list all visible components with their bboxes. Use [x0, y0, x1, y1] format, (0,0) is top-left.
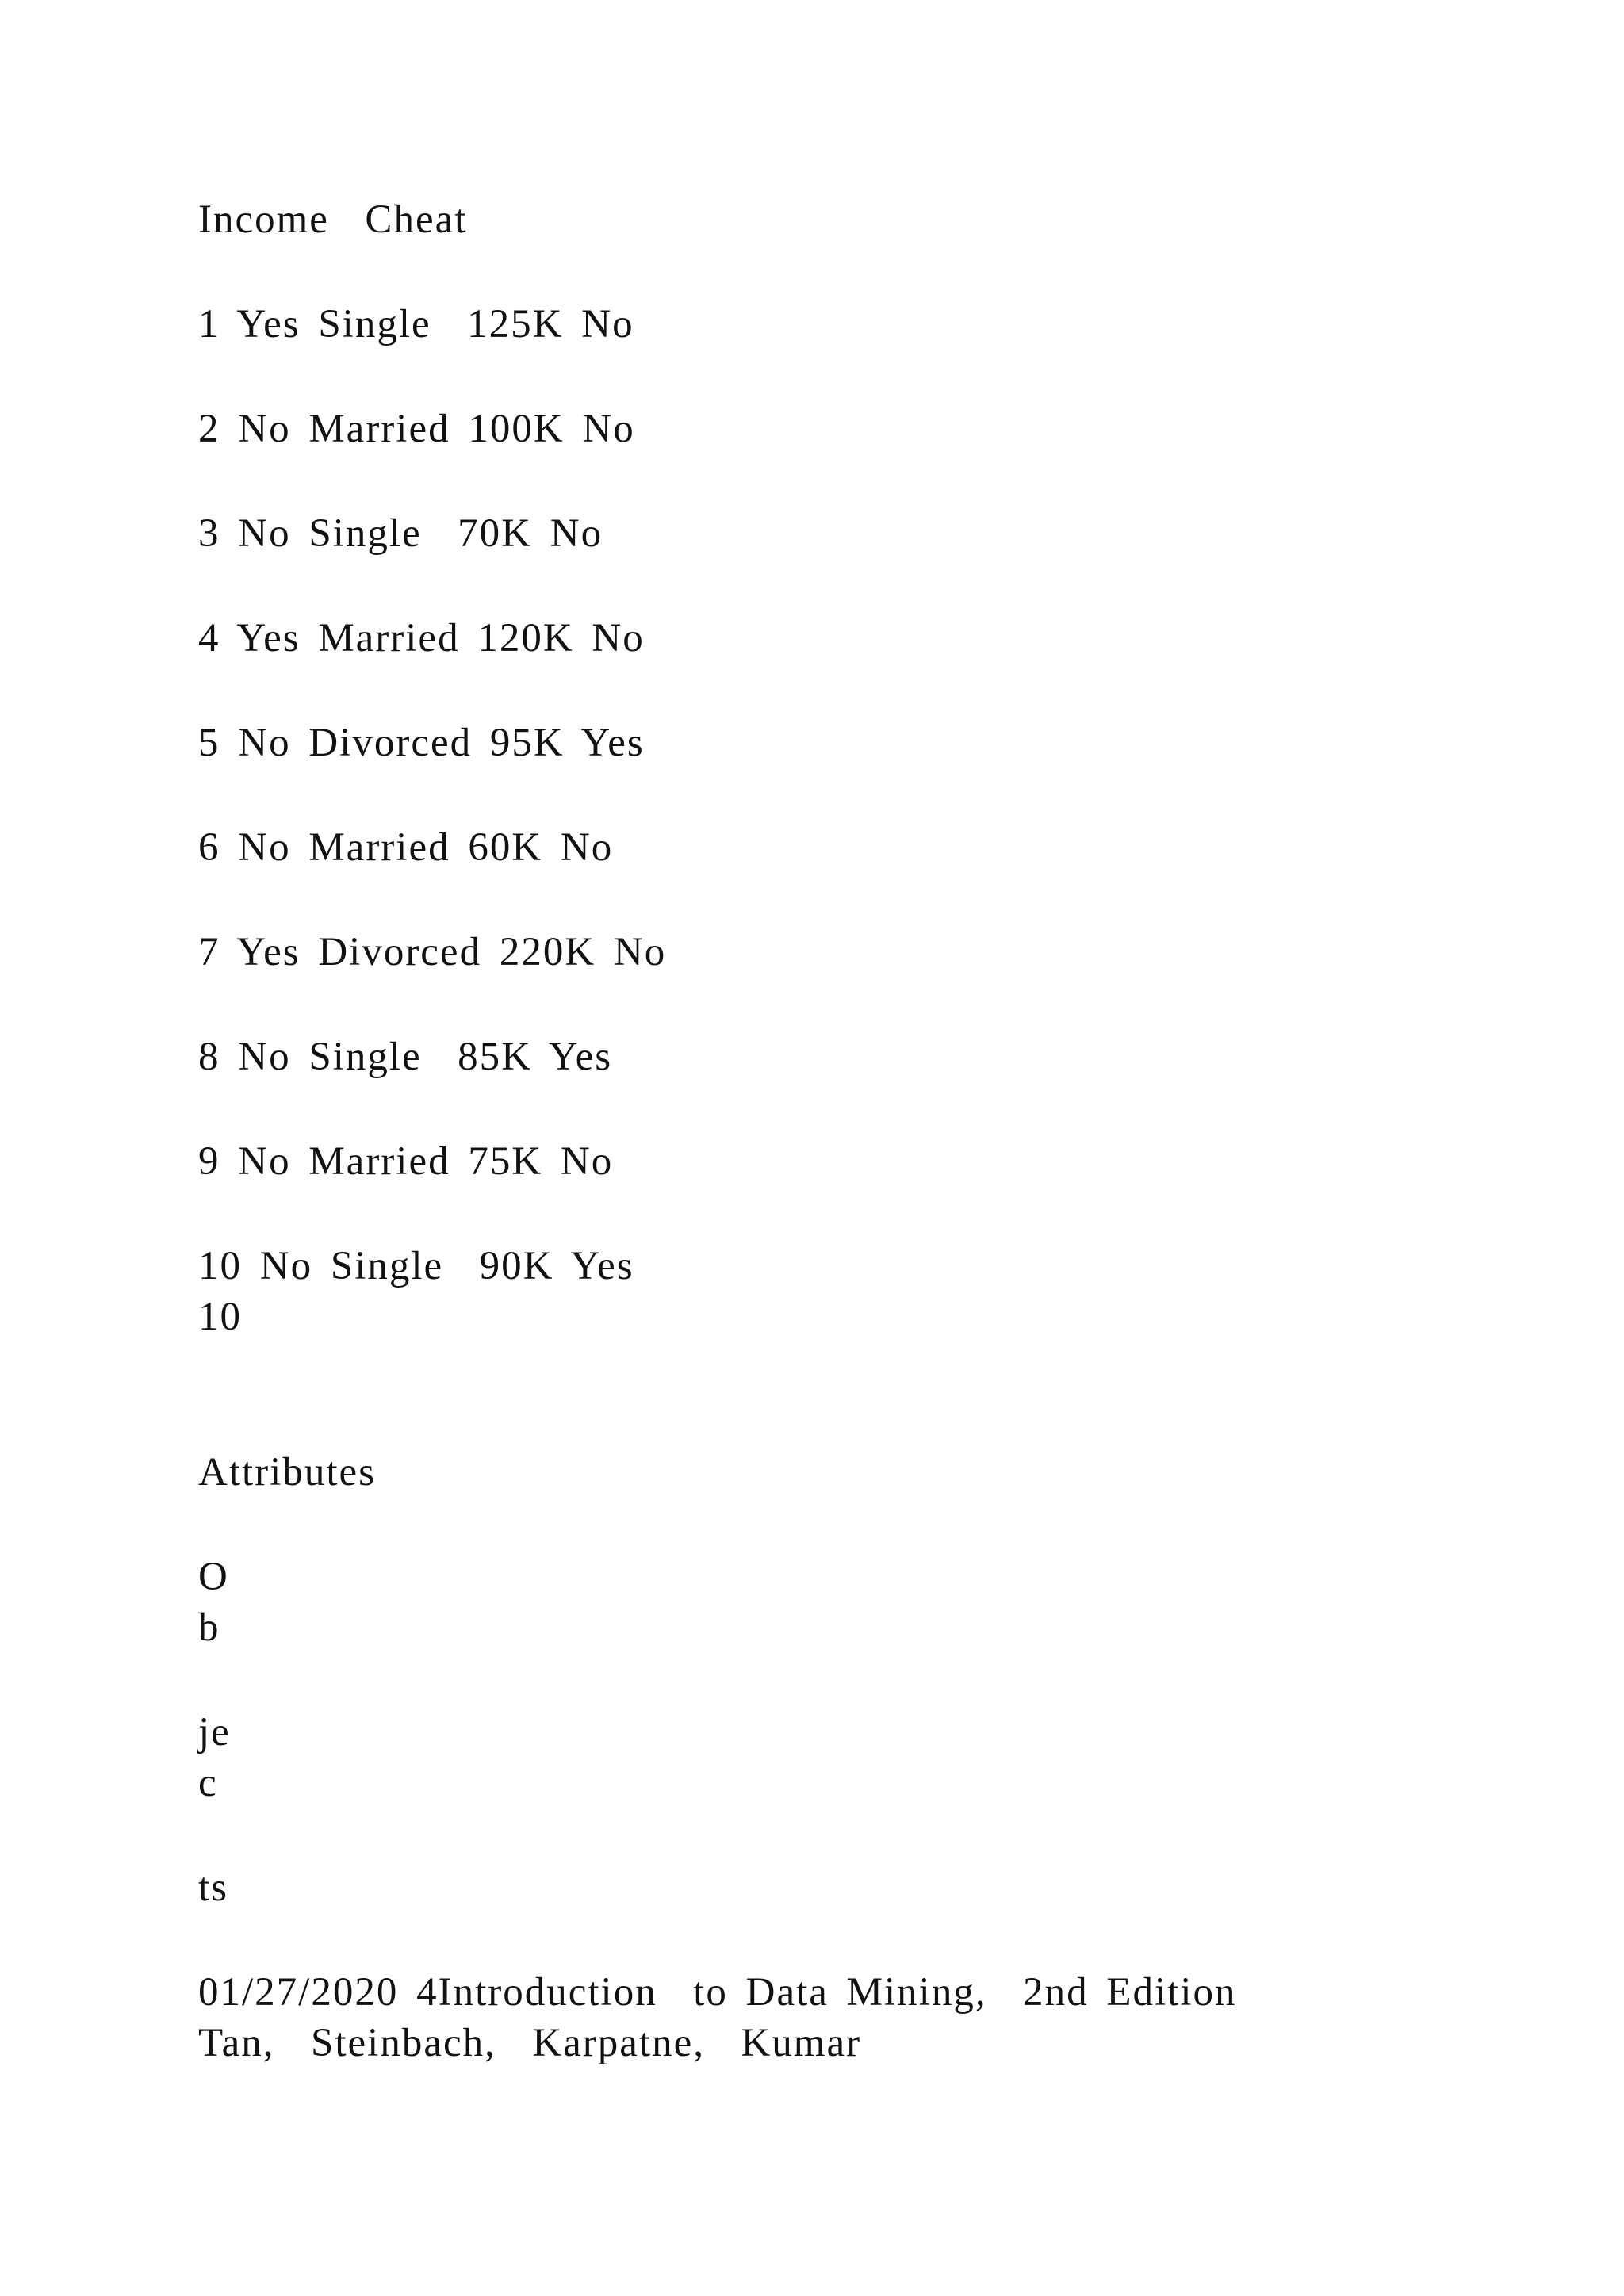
record-line: 3 No Single 70K No [198, 511, 603, 556]
record-line: 6 No Married 60K No [198, 825, 614, 870]
objects-label-fragment: b [198, 1605, 220, 1650]
record-line: 7 Yes Divorced 220K No [198, 930, 667, 974]
record-line: 4 Yes Married 120K No [198, 616, 645, 660]
record-line: 1 Yes Single 125K No [198, 302, 634, 346]
objects-label-fragment: ts [198, 1866, 229, 1910]
record-line: 8 No Single 85K Yes [198, 1035, 613, 1079]
footer-citation: 01/27/2020 4Introduction to Data Mining, 2nd Edition [198, 1970, 1237, 2015]
column-header: Income Cheat [198, 197, 468, 242]
objects-label-fragment: c [198, 1761, 218, 1805]
record-line: 2 No Married 100K No [198, 407, 635, 451]
objects-label-fragment: je [198, 1710, 231, 1755]
record-line: 5 No Divorced 95K Yes [198, 721, 645, 765]
record-count: 10 [198, 1295, 242, 1339]
objects-label-fragment: O [198, 1555, 229, 1599]
attributes-label: Attributes [198, 1450, 376, 1494]
footer-authors: Tan, Steinbach, Karpatne, Kumar [198, 2021, 862, 2065]
record-line: 10 No Single 90K Yes [198, 1244, 634, 1288]
record-line: 9 No Married 75K No [198, 1139, 614, 1184]
